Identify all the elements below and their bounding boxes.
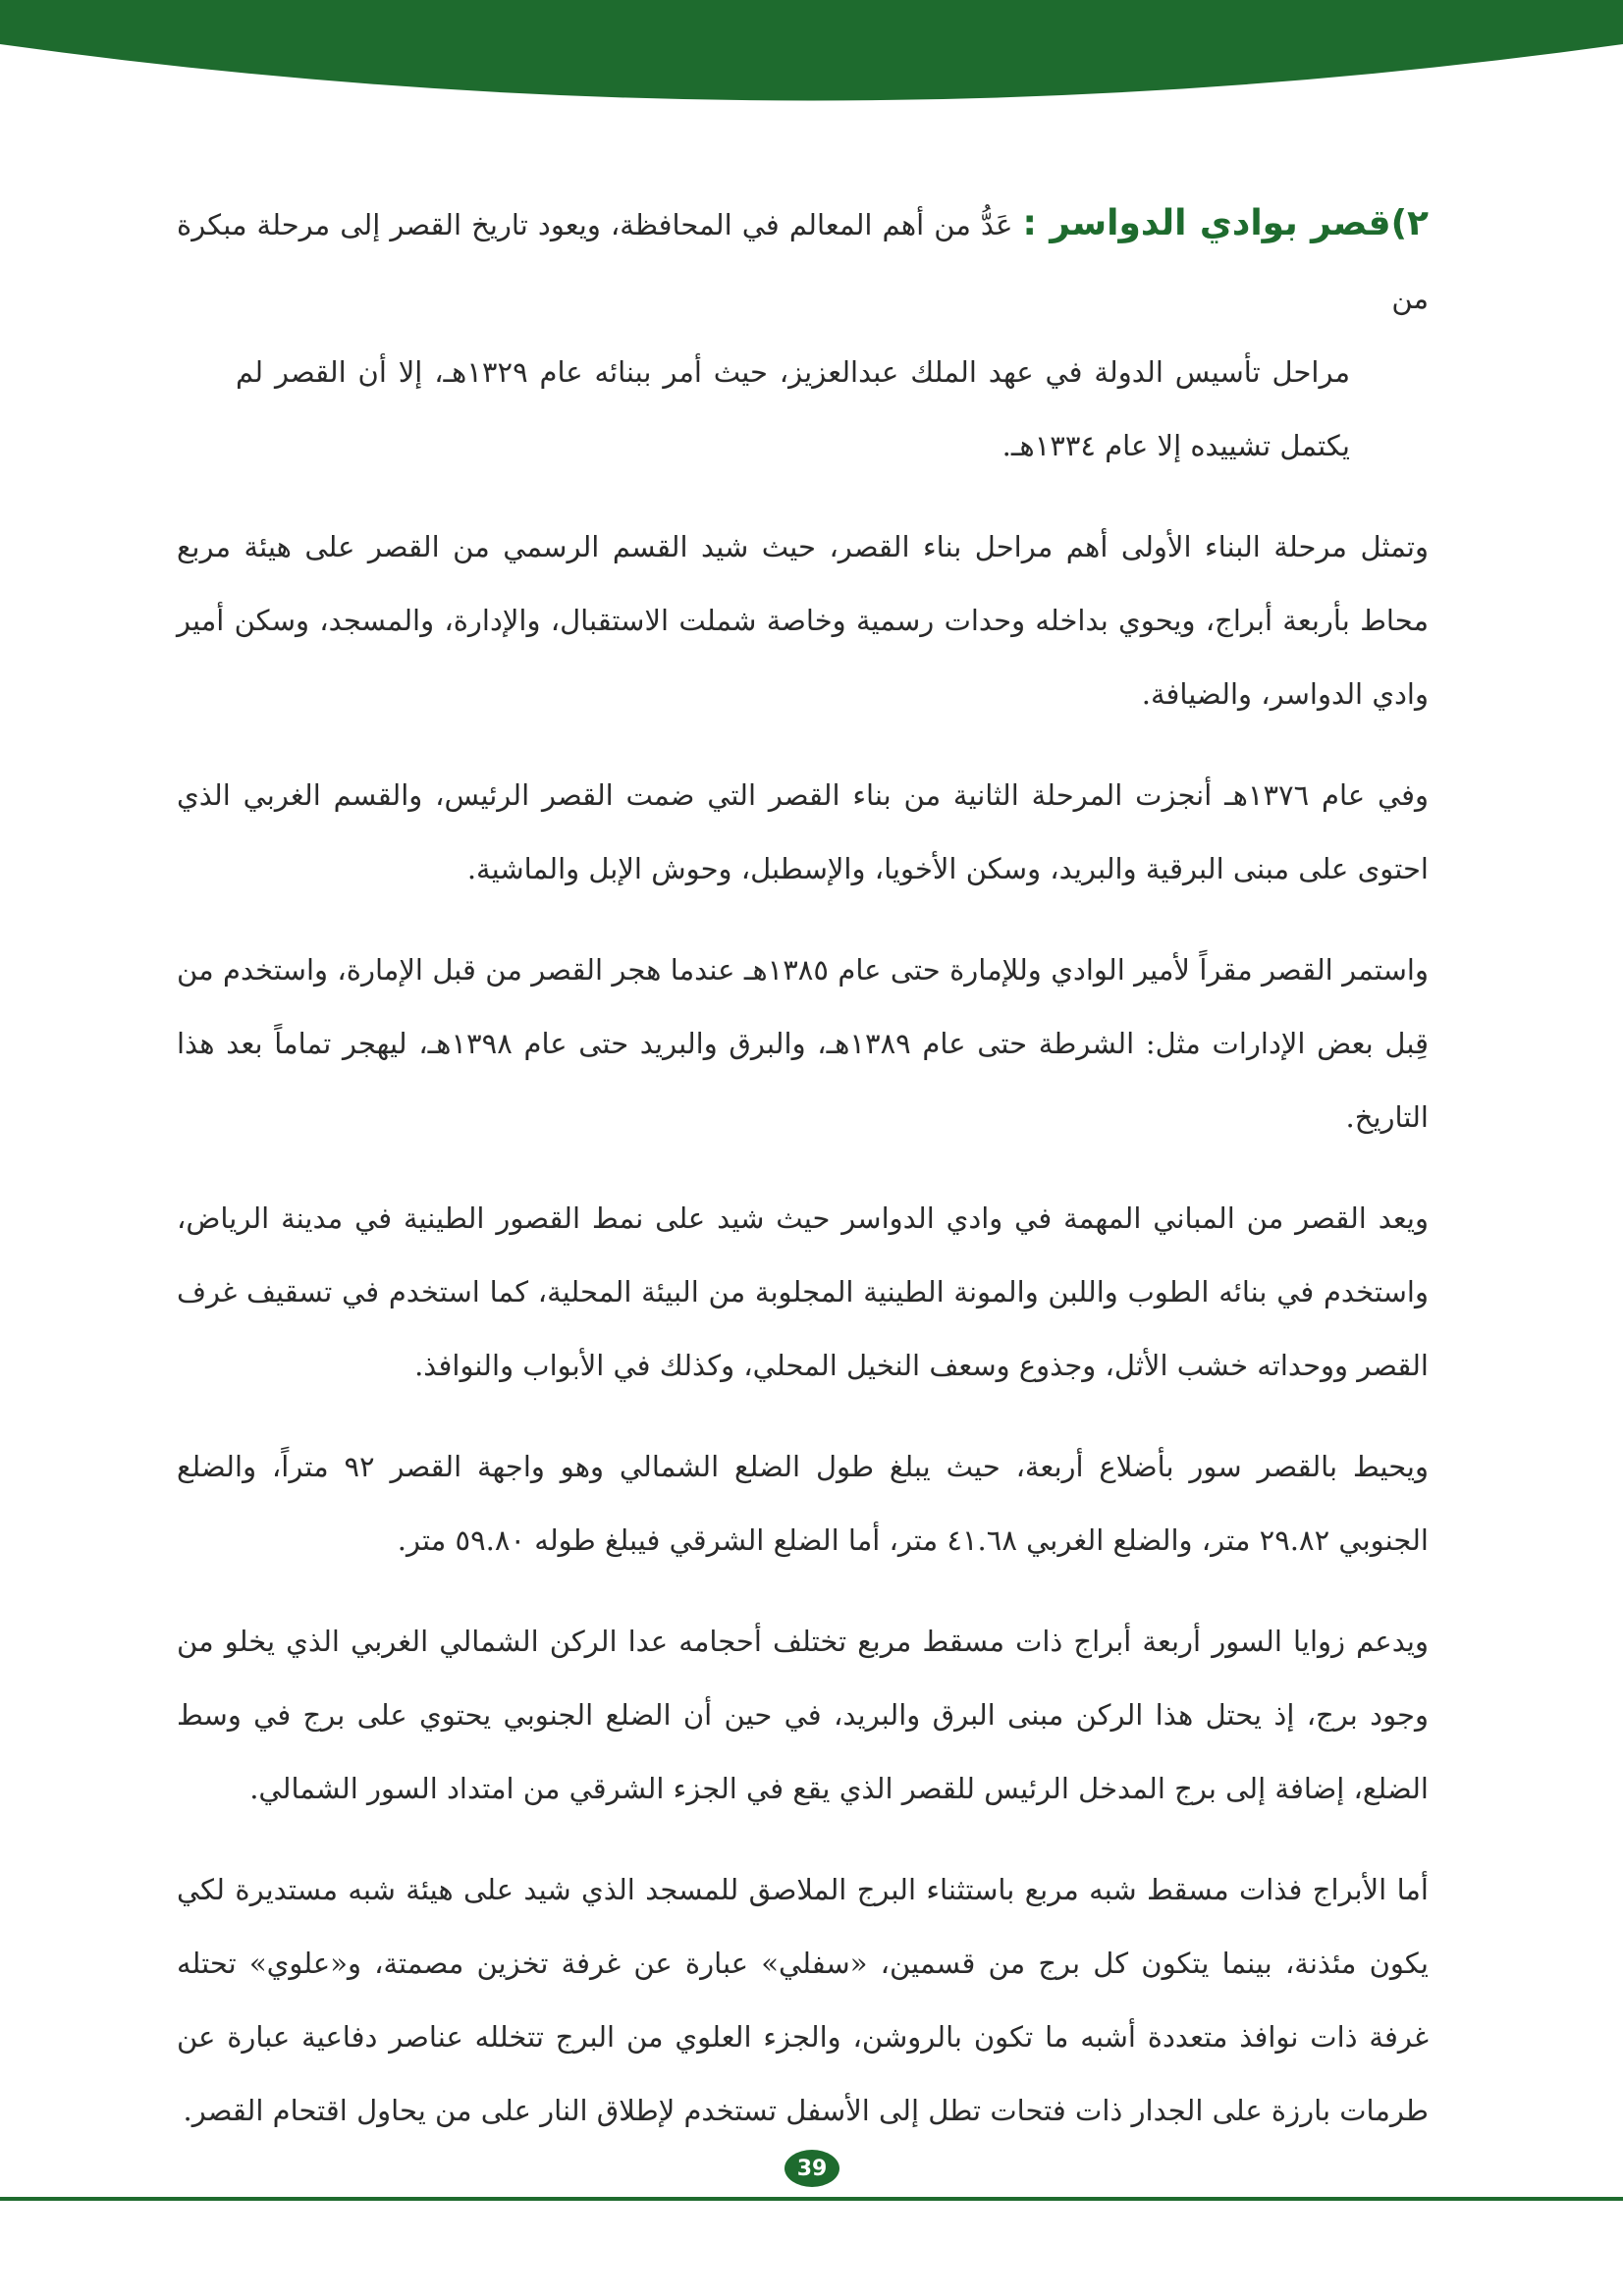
paragraph-6: ويدعم زوايا السور أربعة أبراج ذات مسقط مربع تختلف أحجامه عدا الركن الشمالي الغربي الذي يخلو من وجود برج، إذ يحتل هذا الركن مبنى البرق والبريد، في حين أن الضلع الجنوبي يحتوي على برج في وسط الضلع، إضافة إلى برج المدخل الرئيس للقصر الذي يقع في الجزء الشرقي من امتداد السور الشمالي. — [177, 1625, 1429, 1805]
paragraph-7: أما الأبراج فذات مسقط شبه مربع باستثناء البرج الملاصق للمسجد الذي شيد على هيئة شبه مستديرة لكي يكون مئذنة، بينما يتكون كل برج من قسمين، «سفلي» عبارة عن غرفة تخزين مصمتة، و«علوي» تحتله غرفة ذات نوافذ متعددة أشبه ما تكون بالروشن، والجزء العلوي من البرج تتخلله عناصر دفاعية عبارة عن طرمات بارزة على الجدار ذات فتحات تطل إلى الأسفل تستخدم لإطلاق النار على من يحاول اقتحام القصر. — [177, 1873, 1429, 2127]
section-heading-paragraph — [177, 187, 1429, 483]
page-number-badge — [784, 2150, 839, 2187]
bottom-divider — [0, 2197, 1623, 2201]
paragraph-1: وتمثل مرحلة البناء الأولى أهم مراحل بناء القصر، حيث شيد القسم الرسمي من القصر على هيئة مربع محاط بأربعة أبراج، ويحوي بداخله وحدات رسمية وخاصة شملت الاستقبال، والإدارة، والمسجد، وسكن أمير وادي الدواسر، والضيافة. — [177, 530, 1429, 711]
paragraph-4: ويعد القصر من المباني المهمة في وادي الدواسر حيث شيد على نمط القصور الطينية في مدينة الرياض، واستخدم في بنائه الطوب واللبن والمونة الطينية المجلوبة من البيئة المحلية، كما استخدم في تسقيف غرف القصر ووحداته خشب الأثل، وجذوع وسعف النخيل المحلي، وكذلك في الأبواب والنوافذ. — [177, 1201, 1429, 1382]
document-body — [177, 187, 1429, 2175]
page-number: 39 — [796, 2156, 828, 2181]
section-title: قصر بوادي الدواسر : — [1022, 203, 1391, 243]
paragraph-2: وفي عام ١٣٧٦هـ أنجزت المرحلة الثانية من بناء القصر التي ضمت القصر الرئيس، والقسم الغربي الذي احتوى على مبنى البرقية والبريد، وسكن الأخويا، والإسطبل، وحوش الإبل والماشية. — [177, 778, 1429, 885]
top-green-banner — [0, 0, 1623, 118]
heading-text-line1: عَدُّ من أهم المعالم في المحافظة، ويعود تاريخ القصر إلى مرحلة مبكرة من — [177, 208, 1429, 315]
section-number: ٢) — [1390, 203, 1430, 243]
paragraph-5: ويحيط بالقصر سور بأضلاع أربعة، حيث يبلغ طول الضلع الشمالي وهو واجهة القصر ٩٢ متراً، والضلع الجنوبي ٢٩.٨٢ متر، والضلع الغربي ٤١.٦٨ متر، أما الضلع الشرقي فيبلغ طوله ٥٩.٨٠ متر. — [177, 1450, 1429, 1557]
heading-text-rest: مراحل تأسيس الدولة في عهد الملك عبدالعزيز، حيث أمر ببنائه عام ١٣٢٩هـ، إلا أن القصر لم يكتمل تشييده إلا عام ١٣٣٤هـ. — [236, 355, 1350, 462]
paragraph-3: واستمر القصر مقراً لأمير الوادي وللإمارة حتى عام ١٣٨٥هـ عندما هجر القصر من قبل الإمارة، واستخدم من قِبل بعض الإدارات مثل: الشرطة حتى عام ١٣٨٩هـ، والبرق والبريد حتى عام ١٣٩٨هـ، ليهجر تماماً بعد هذا التاريخ. — [177, 953, 1429, 1134]
